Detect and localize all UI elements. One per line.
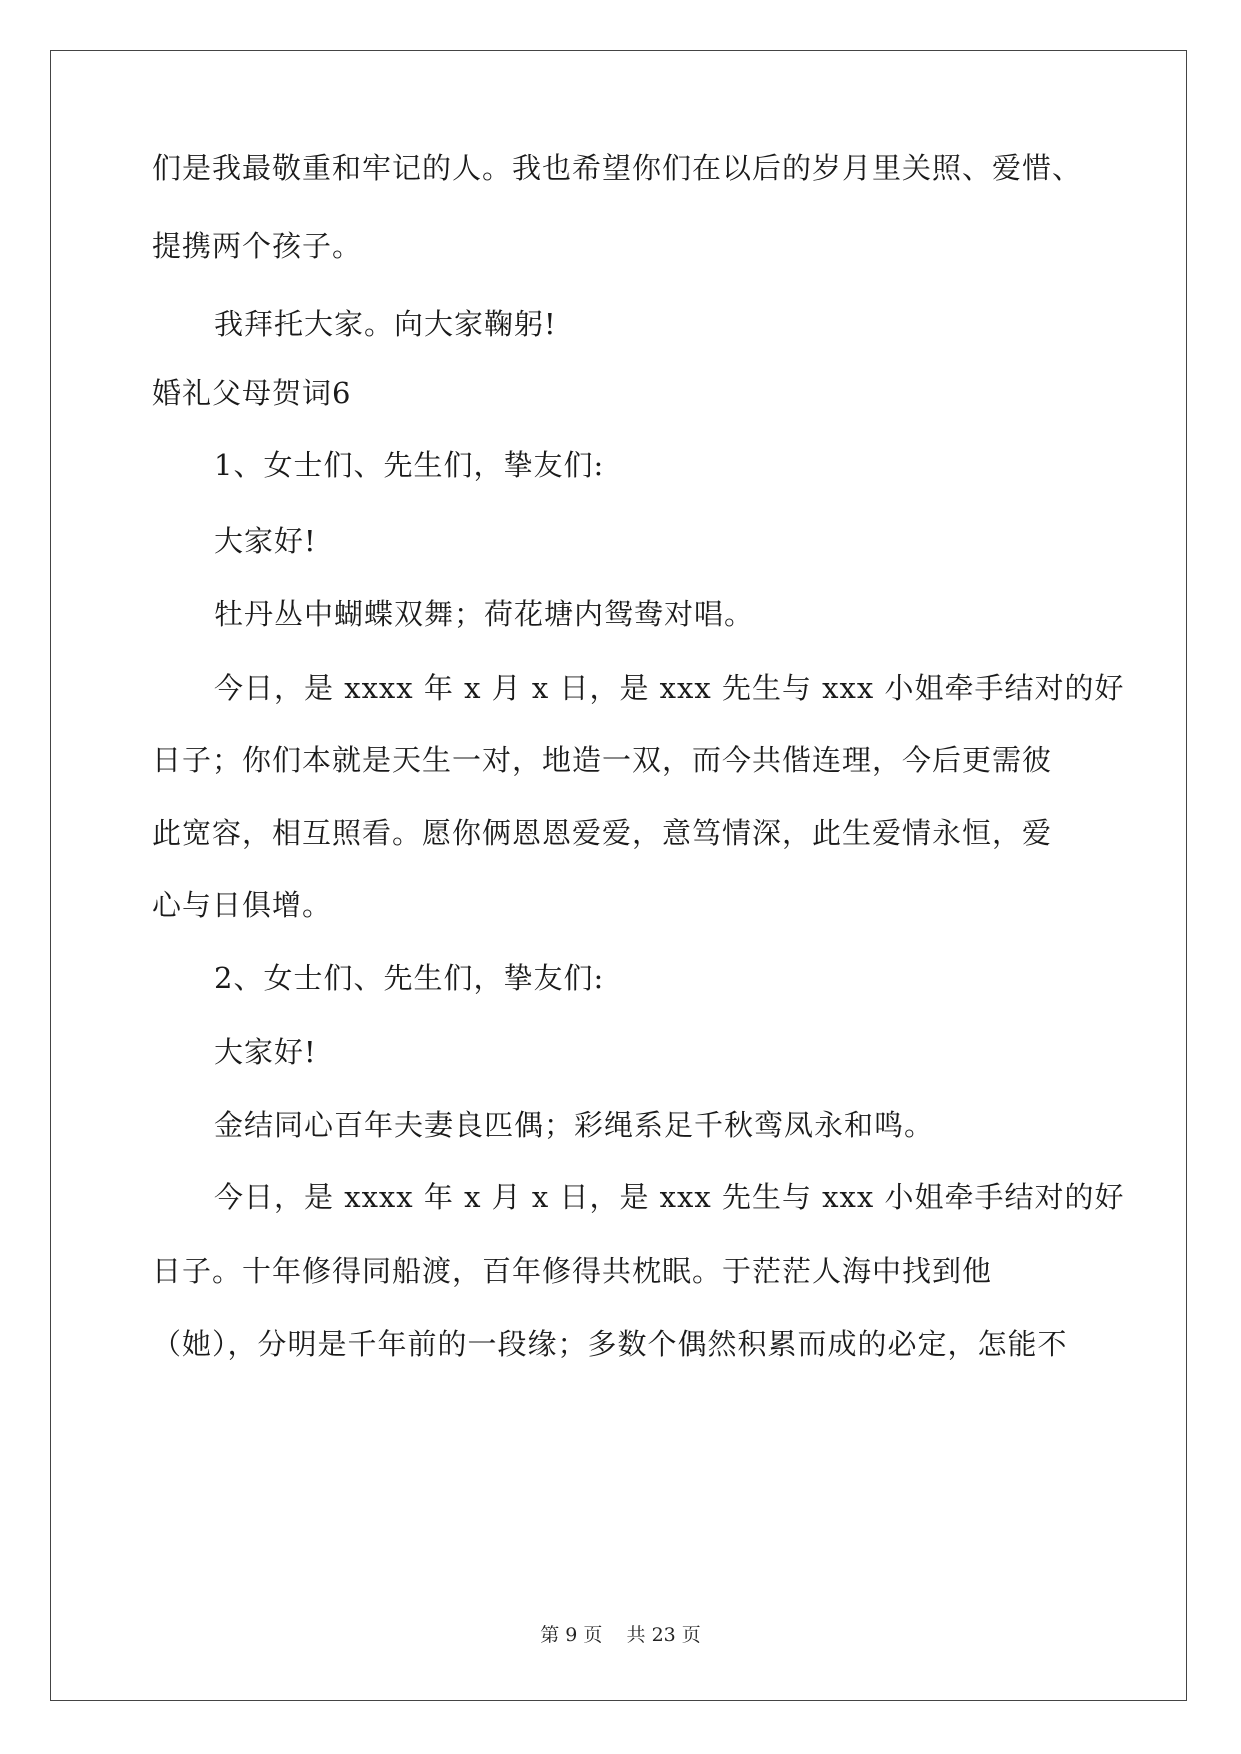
paragraph-line: 1、女士们、先生们，挚友们: (214, 448, 605, 482)
paragraph-line: 心与日俱增。 (152, 888, 333, 922)
paragraph-line: 们是我最敬重和牢记的人。我也希望你们在以后的岁月里关照、爱惜、 (152, 151, 1083, 185)
paragraph-line: 提携两个孩子。 (152, 229, 363, 263)
paragraph-line: 今日，是 xxxx 年 x 月 x 日，是 xxx 先生与 xxx 小姐牵手结对的好 (214, 1180, 1125, 1214)
paragraph-line: （她），分明是千年前的一段缘；多数个偶然积累而成的必定，怎能不 (152, 1327, 1068, 1361)
paragraph-line: 金结同心百年夫妻良匹偶；彩绳系足千秋鸾凤永和鸣。 (214, 1108, 935, 1142)
section-heading: 婚礼父母贺词6 (152, 376, 352, 410)
paragraph-line: 牡丹丛中蝴蝶双舞；荷花塘内鸳鸯对唱。 (214, 597, 755, 631)
page-number: 第 9 页 共 23 页 (540, 1624, 701, 1646)
paragraph-line: 大家好! (214, 1035, 317, 1069)
paragraph-line: 日子。十年修得同船渡，百年修得共枕眠。于茫茫人海中找到他 (152, 1254, 993, 1288)
page-border (50, 50, 1187, 1701)
paragraph-line: 今日，是 xxxx 年 x 月 x 日，是 xxx 先生与 xxx 小姐牵手结对的好 (214, 671, 1125, 705)
paragraph-line: 我拜托大家。向大家鞠躬! (214, 307, 557, 341)
paragraph-line: 大家好! (214, 524, 317, 558)
paragraph-line: 日子；你们本就是天生一对，地造一双，而今共偕连理，今后更需彼 (152, 743, 1053, 777)
paragraph-line: 2、女士们、先生们，挚友们: (214, 961, 605, 995)
paragraph-line: 此宽容，相互照看。愿你俩恩恩爱爱，意笃情深，此生爱情永恒，爱 (152, 816, 1053, 850)
